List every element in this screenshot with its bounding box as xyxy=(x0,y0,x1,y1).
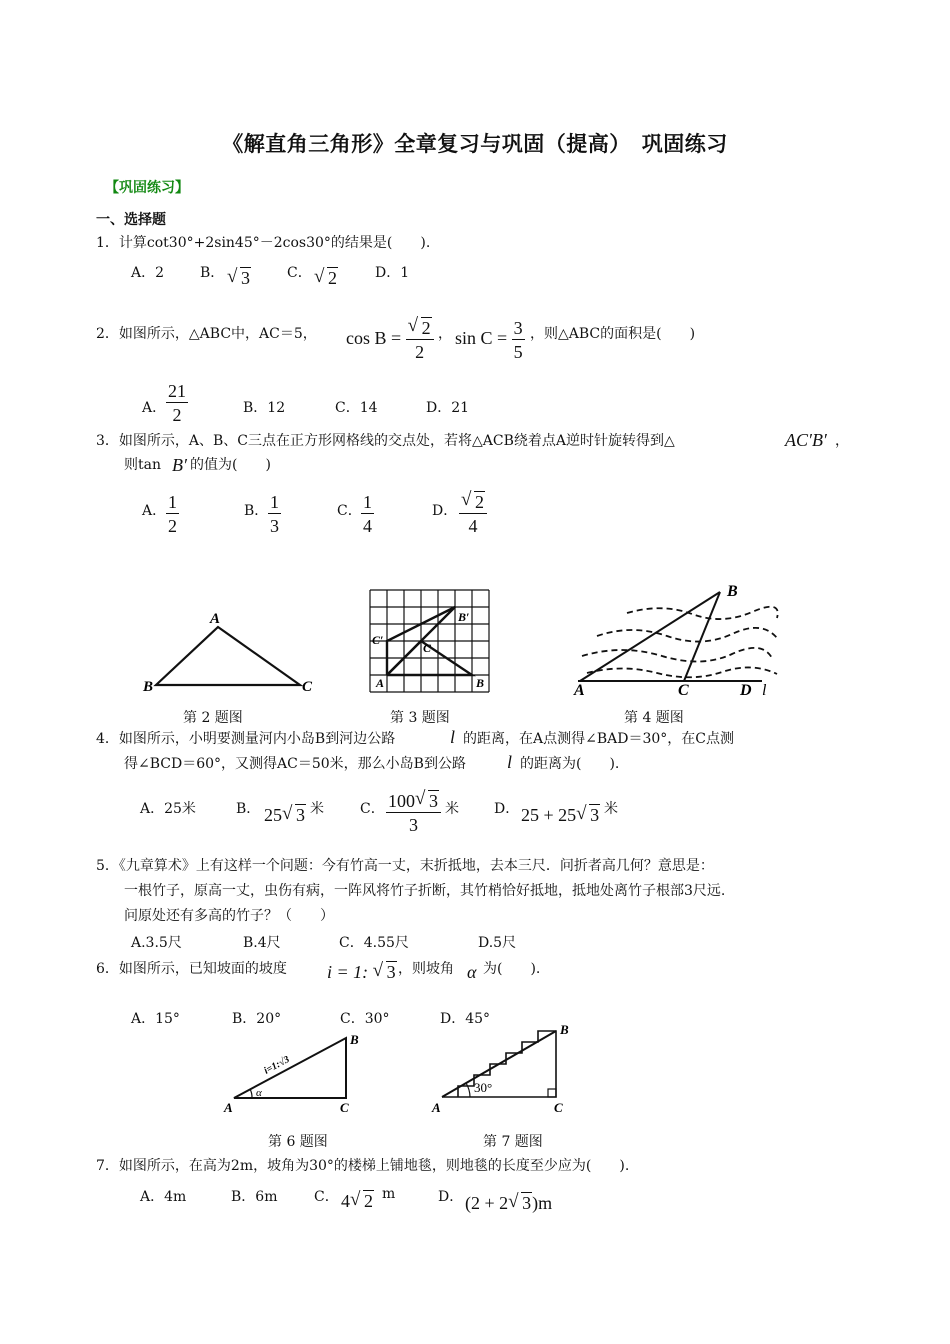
figure-7-caption: 第 7 题图 xyxy=(483,1134,543,1150)
question-2-suffix: ，则△ABC的面积是( ) xyxy=(530,326,696,342)
q2-cos-b: cos B = √ $\frac{2}{2}$ xyxy=(346,318,434,362)
question-6-prefix: 6．如图所示，已知坡面的坡度 xyxy=(96,961,287,977)
fig6-label-alpha: α xyxy=(256,1087,262,1099)
q1-option-d: D．1 xyxy=(375,265,410,281)
q3-angle-b1: B′ xyxy=(172,455,187,475)
q3-comma: ， xyxy=(835,433,849,449)
q1-option-b: B． xyxy=(200,265,225,281)
question-5-line-1: 5．《九章算术》上有这样一个问题：今有竹高一丈，末折抵地，去本三尺．问折者高几何？意思是： xyxy=(96,858,714,874)
question-5-line-2: 一根竹子，原高一丈，虫伤有病，一阵风将竹子折断，其竹梢恰好抵地，抵地处离竹子根部3尺远. xyxy=(124,883,726,899)
q1-option-b-value: √ 3 xyxy=(227,268,251,289)
q7-option-c-unit: m xyxy=(382,1186,396,1202)
question-6-mid: ，则坡角 xyxy=(398,961,454,977)
question-3-line-1: 3．如图所示，A、B、C三点在正方形网格线的交点处，若将△ACB绕着点A逆时针旋转得到△ xyxy=(96,433,675,449)
fig4-line-ab xyxy=(580,592,720,681)
fig4-line-cb xyxy=(684,592,720,681)
section-label: 【巩固练习】 xyxy=(105,180,189,196)
section-heading: 一、选择题 xyxy=(96,212,166,228)
question-4-line-2a: 得∠BCD＝60°，又测得AC＝50米，那么小岛B到公路 xyxy=(124,756,466,772)
fig4-label-c: C xyxy=(678,682,689,698)
fig6-label-c: C xyxy=(340,1100,349,1115)
q3-rotated-triangle: AC′B′ xyxy=(785,430,827,450)
q4-option-b-value: 25√ 3 xyxy=(264,805,306,826)
q5-option-d: D.5尺 xyxy=(478,935,517,951)
q6-alpha: α xyxy=(467,962,477,982)
q7-option-b: B．6m xyxy=(231,1189,278,1205)
question-4-line-1a: 4．如图所示，小明要测量河内小岛B到河边公路 xyxy=(96,731,396,747)
fig6-label-a: A xyxy=(224,1100,233,1115)
q2-option-b: B．12 xyxy=(243,400,286,416)
question-4-line-1b: 的距离，在A点测得∠BAD＝30°，在C点测 xyxy=(463,731,734,747)
q3-option-b: B． xyxy=(244,503,269,519)
q7-option-d-value: (2 + 2√ 3)m xyxy=(465,1193,552,1214)
fig2-label-b: B xyxy=(143,679,154,695)
fig2-label-c: C xyxy=(302,679,313,695)
q4-option-c-unit: 米 xyxy=(445,801,459,817)
fig3-label-b: B xyxy=(476,676,485,690)
fig6-triangle-abc xyxy=(234,1038,346,1098)
q4-option-b: B． xyxy=(236,801,261,817)
q3-option-a-value: $\frac{1}{2}$ xyxy=(168,492,177,536)
q4-option-d-value: 25 + 25√ 3 xyxy=(521,805,600,826)
q6-option-d: D．45° xyxy=(440,1011,491,1027)
q5-option-b: B.4尺 xyxy=(243,935,281,951)
fig4-label-d: D xyxy=(740,682,752,698)
q7-option-c-value: 4√ 2 xyxy=(341,1191,374,1212)
q2-option-a-value: $\frac{21}{2}$ xyxy=(168,381,186,425)
q5-option-a: A.3.5尺 xyxy=(131,935,182,951)
fig7-label-b: B xyxy=(560,1022,569,1037)
fig3-label-c: C xyxy=(423,641,432,655)
figure-3-grid xyxy=(362,586,502,698)
question-5-line-3: 问原处还有多高的竹子？（ ） xyxy=(124,908,334,924)
question-2-prefix: 2．如图所示，△ABC中，AC＝5， xyxy=(96,326,317,342)
q3-option-b-value: $\frac{1}{3}$ xyxy=(270,492,279,536)
question-7: 7．如图所示，在高为2m，坡角为30°的楼梯上铺地毯，则地毯的长度至少应为( ). xyxy=(96,1158,630,1174)
fig4-label-l: l xyxy=(762,682,767,698)
fig7-angle-label: 30° xyxy=(474,1080,493,1095)
q1-option-a: A．2 xyxy=(131,265,165,281)
q4-option-c: C． xyxy=(360,801,385,817)
figure-2-triangle xyxy=(140,605,320,700)
q6-option-c: C．30° xyxy=(340,1011,390,1027)
q3-option-a: A． xyxy=(142,503,167,519)
q7-option-c: C． xyxy=(314,1189,339,1205)
figure-6-slope xyxy=(220,1030,370,1118)
question-1: 1．计算cot30°+2sin45°－2cos30°的结果是( ). xyxy=(96,235,431,251)
q3-option-d-value: √ $\frac{2}{4}$ xyxy=(459,492,487,536)
q4-option-b-unit: 米 xyxy=(310,801,324,817)
fig7-line-ab xyxy=(442,1031,556,1097)
q4-option-d-unit: 米 xyxy=(604,801,618,817)
figure-4-caption: 第 4 题图 xyxy=(624,710,684,726)
question-3-line-2a: 则tan xyxy=(124,457,161,473)
figure-2-caption: 第 2 题图 xyxy=(183,710,243,726)
q6-option-b: B．20° xyxy=(232,1011,282,1027)
q2-option-c: C．14 xyxy=(335,400,378,416)
question-3-line-2b: 的值为( ) xyxy=(190,457,271,473)
q6-slope-ratio: i = 1: √ 3 xyxy=(327,962,397,983)
q6-option-a: A．15° xyxy=(131,1011,180,1027)
q7-option-a: A．4m xyxy=(140,1189,187,1205)
q4-road-l-1: l xyxy=(450,727,456,747)
q4-option-c-value: $\frac{100√ 3}{3}$ xyxy=(386,791,441,835)
fig4-label-b: B xyxy=(727,583,738,600)
fig3-label-c1: C′ xyxy=(372,633,384,647)
figure-7-stairs xyxy=(430,1022,580,1118)
fig7-label-c: C xyxy=(554,1100,563,1115)
q5-option-c: C．4.55尺 xyxy=(339,935,409,951)
fig7-label-a: A xyxy=(432,1100,441,1115)
figure-3-caption: 第 3 题图 xyxy=(390,710,450,726)
q1-option-c-value: √ 2 xyxy=(314,268,338,289)
q2-sin-c: sin C = $\frac{3}{5}$ xyxy=(455,318,523,362)
question-4-line-2b: 的距离为( ). xyxy=(520,756,620,772)
q4-option-a: A．25米 xyxy=(140,801,196,817)
q4-option-d: D． xyxy=(494,801,520,817)
fig2-label-a: A xyxy=(210,611,221,627)
figure-4-river xyxy=(572,578,782,698)
fig3-label-a: A xyxy=(376,676,385,690)
fig6-label-b: B xyxy=(350,1032,359,1047)
q1-option-c: C． xyxy=(287,265,312,281)
fig2-triangle-abc xyxy=(156,627,300,685)
q3-option-c-value: $\frac{1}{4}$ xyxy=(363,492,372,536)
figure-6-caption: 第 6 题图 xyxy=(268,1134,328,1150)
q2-separator: ， xyxy=(438,326,452,342)
q7-option-d: D． xyxy=(438,1189,464,1205)
q4-road-l-2: l xyxy=(507,752,513,772)
fig4-label-a: A xyxy=(574,682,585,698)
question-6-suffix: 为( ). xyxy=(483,961,541,977)
fig7-right-angle xyxy=(548,1089,556,1097)
fig6-slope-label: i=1:√3 xyxy=(262,1054,292,1077)
q2-option-d: D．21 xyxy=(426,400,470,416)
q3-option-d: D． xyxy=(432,503,458,519)
page-title: 《解直角三角形》全章复习与巩固（提高） 巩固练习 xyxy=(222,132,728,156)
q2-option-a: A． xyxy=(142,400,167,416)
q3-option-c: C． xyxy=(337,503,362,519)
fig3-label-b1: B′ xyxy=(458,610,470,624)
